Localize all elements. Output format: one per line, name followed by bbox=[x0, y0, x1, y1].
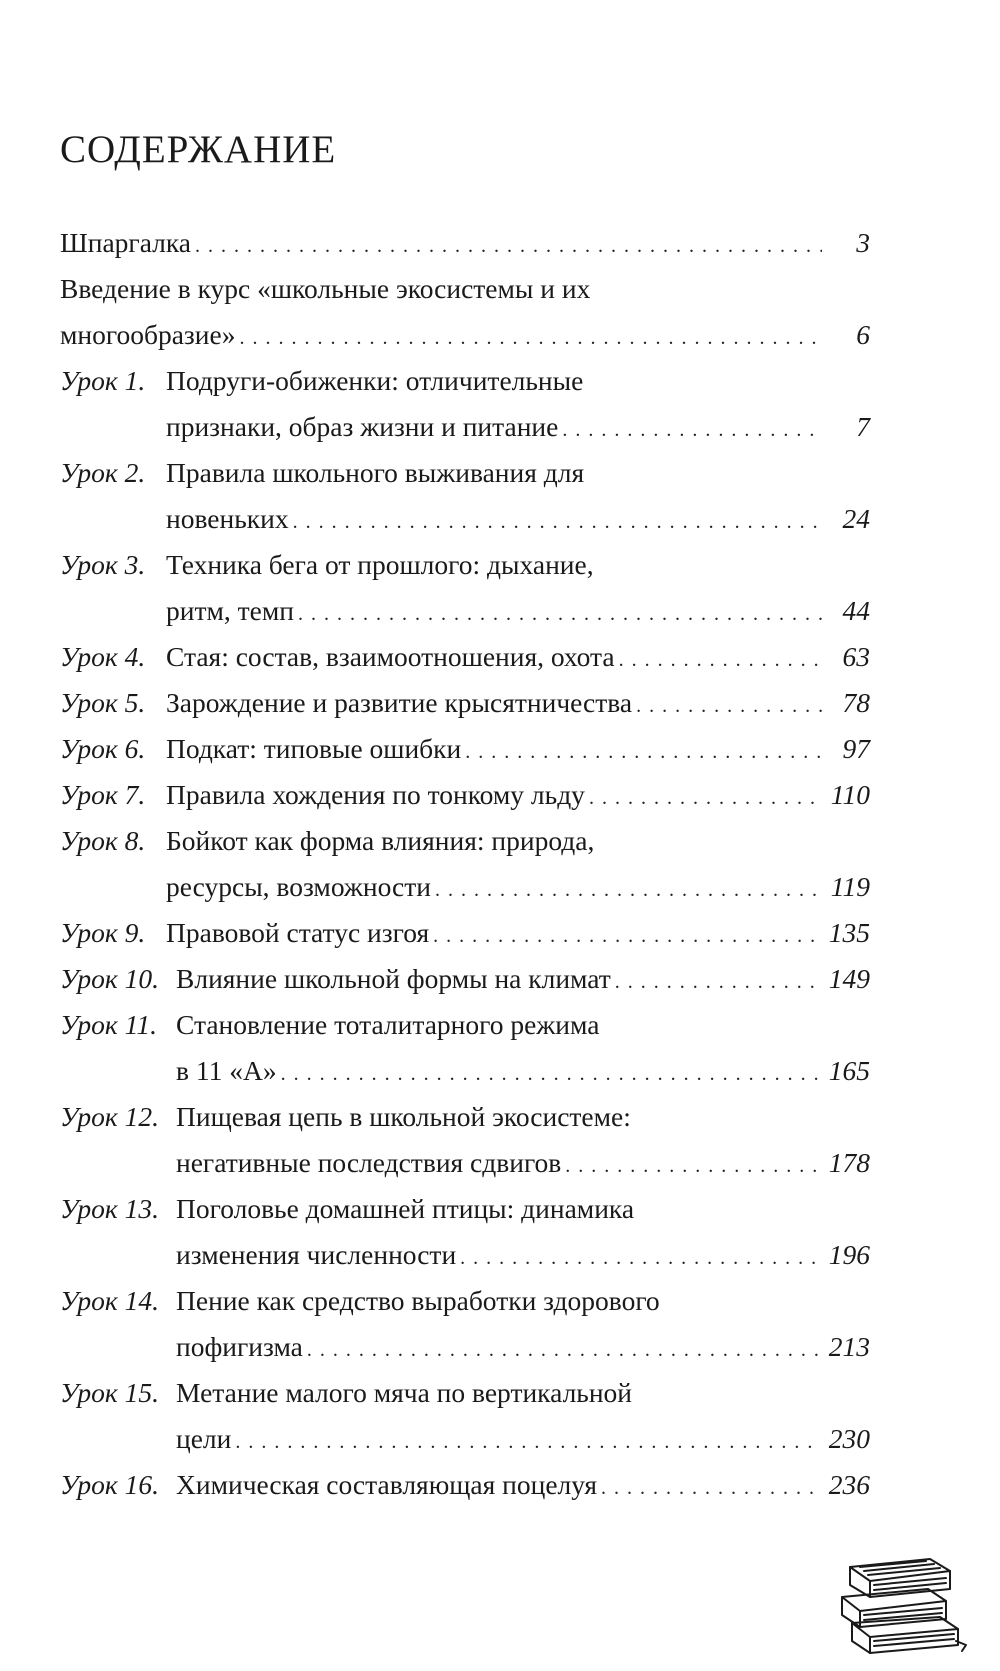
lesson-number: Урок 6. bbox=[60, 733, 146, 764]
dot-leader bbox=[562, 407, 822, 453]
lesson-number: Урок 16. bbox=[60, 1469, 160, 1500]
page-number: 44 bbox=[842, 595, 870, 626]
lesson-number: Урок 12. bbox=[60, 1101, 160, 1132]
toc-entry[interactable] bbox=[60, 1002, 870, 1094]
lesson-number: Урок 8. bbox=[60, 825, 146, 856]
entry-title: Становление тоталитарного режима bbox=[176, 1009, 600, 1040]
entry-title: ресурсы, возможности bbox=[166, 871, 431, 902]
entry-title: изменения численности bbox=[176, 1239, 457, 1270]
page-number: 6 bbox=[856, 319, 870, 350]
entry-title: Стая: состав, взаимоотношения, охота bbox=[166, 641, 615, 672]
dot-leader bbox=[293, 499, 822, 545]
dot-leader bbox=[589, 775, 821, 821]
dot-leader bbox=[307, 1327, 819, 1373]
toc-entry[interactable] bbox=[60, 1370, 870, 1462]
lesson-number: Урок 15. bbox=[60, 1377, 160, 1408]
entry-title: Метание малого мяча по вертикальной bbox=[176, 1377, 633, 1408]
entry-title: в 11 «А» bbox=[176, 1055, 277, 1086]
dot-leader bbox=[636, 683, 822, 729]
dot-leader bbox=[460, 1235, 819, 1281]
entry-title: Зарождение и развитие крысятничества bbox=[166, 687, 633, 718]
page-number: 178 bbox=[828, 1147, 870, 1178]
table-of-contents bbox=[60, 220, 870, 1508]
entry-title: Правовой статус изгоя bbox=[166, 917, 430, 948]
toc-entry[interactable] bbox=[60, 1186, 870, 1278]
toc-entry[interactable] bbox=[60, 772, 870, 818]
dot-leader bbox=[433, 913, 819, 959]
dot-leader bbox=[601, 1465, 819, 1511]
toc-entry[interactable] bbox=[60, 726, 870, 772]
page-number: 97 bbox=[842, 733, 870, 764]
dot-leader bbox=[615, 959, 819, 1005]
toc-entry[interactable] bbox=[60, 1462, 870, 1508]
dot-leader bbox=[435, 867, 821, 913]
toc-entry[interactable] bbox=[60, 1094, 870, 1186]
entry-title: Шпаргалка bbox=[60, 227, 192, 258]
page-number: 236 bbox=[828, 1469, 870, 1500]
toc-entry[interactable] bbox=[60, 450, 870, 542]
entry-title: Химическая составляющая поцелуя bbox=[176, 1469, 597, 1500]
entry-title: новеньких bbox=[166, 503, 289, 534]
entry-title: Пение как средство выработки здорового bbox=[176, 1285, 660, 1316]
page-number: 110 bbox=[830, 779, 870, 810]
lesson-number: Урок 3. bbox=[60, 549, 146, 580]
toc-entry[interactable] bbox=[60, 910, 870, 956]
entry-title: Бойкот как форма влияния: природа, bbox=[166, 825, 595, 856]
entry-title: многообразие» bbox=[60, 319, 236, 350]
dot-leader bbox=[281, 1051, 819, 1097]
entry-title: цели bbox=[176, 1423, 232, 1454]
lesson-number: Урок 5. bbox=[60, 687, 146, 718]
toc-entry[interactable] bbox=[60, 266, 870, 358]
toc-entry[interactable] bbox=[60, 220, 870, 266]
page-number: 24 bbox=[842, 503, 870, 534]
page-number: 230 bbox=[828, 1423, 870, 1454]
entry-title: негативные последствия сдвигов bbox=[176, 1147, 562, 1178]
dot-leader bbox=[619, 637, 822, 683]
toc-entry[interactable] bbox=[60, 680, 870, 726]
toc-entry[interactable] bbox=[60, 1278, 870, 1370]
entry-title: Введение в курс «школьные экосистемы и их bbox=[60, 273, 591, 304]
toc-entry[interactable] bbox=[60, 818, 870, 910]
entry-title: признаки, образ жизни и питание bbox=[166, 411, 559, 442]
dot-leader bbox=[565, 1143, 818, 1189]
entry-title: Правила хождения по тонкому льду bbox=[166, 779, 585, 810]
lesson-number: Урок 14. bbox=[60, 1285, 160, 1316]
page-number: 213 bbox=[828, 1331, 870, 1362]
lesson-number: Урок 4. bbox=[60, 641, 146, 672]
entry-title: Подкат: типовые ошибки bbox=[166, 733, 462, 764]
toc-entry[interactable] bbox=[60, 956, 870, 1002]
entry-title: Подруги-обиженки: отличительные bbox=[166, 365, 584, 396]
page-number: 7 bbox=[856, 411, 870, 442]
books-stack-icon bbox=[830, 1545, 970, 1655]
page-title: СОДЕРЖАНИЕ bbox=[60, 128, 337, 171]
dot-leader bbox=[195, 223, 822, 269]
page-number: 149 bbox=[828, 963, 870, 994]
lesson-number: Урок 10. bbox=[60, 963, 160, 994]
entry-title: Правила школьного выживания для bbox=[166, 457, 585, 488]
entry-title: Техника бега от прошлого: дыхание, bbox=[166, 549, 594, 580]
page-number: 63 bbox=[842, 641, 870, 672]
toc-entry[interactable] bbox=[60, 358, 870, 450]
entry-title: Пищевая цепь в школьной экосистеме: bbox=[176, 1101, 631, 1132]
lesson-number: Урок 1. bbox=[60, 365, 146, 396]
toc-entry[interactable] bbox=[60, 634, 870, 680]
lesson-number: Урок 2. bbox=[60, 457, 146, 488]
page-number: 119 bbox=[830, 871, 870, 902]
entry-title: пофигизма bbox=[176, 1331, 303, 1362]
entry-title: Влияние школьной формы на климат bbox=[176, 963, 611, 994]
toc-entry[interactable] bbox=[60, 542, 870, 634]
entry-title: ритм, темп bbox=[166, 595, 294, 626]
lesson-number: Урок 9. bbox=[60, 917, 146, 948]
lesson-number: Урок 11. bbox=[60, 1009, 157, 1040]
lesson-number: Урок 7. bbox=[60, 779, 146, 810]
dot-leader bbox=[239, 315, 822, 361]
page-number: 78 bbox=[842, 687, 870, 718]
entry-title: Поголовье домашней птицы: динамика bbox=[176, 1193, 635, 1224]
dot-leader bbox=[235, 1419, 818, 1465]
page-number: 196 bbox=[828, 1239, 870, 1270]
dot-leader bbox=[298, 591, 822, 637]
page-number: 135 bbox=[828, 917, 870, 948]
lesson-number: Урок 13. bbox=[60, 1193, 160, 1224]
page-number: 165 bbox=[828, 1055, 870, 1086]
dot-leader bbox=[465, 729, 822, 775]
page-number: 3 bbox=[856, 227, 870, 258]
